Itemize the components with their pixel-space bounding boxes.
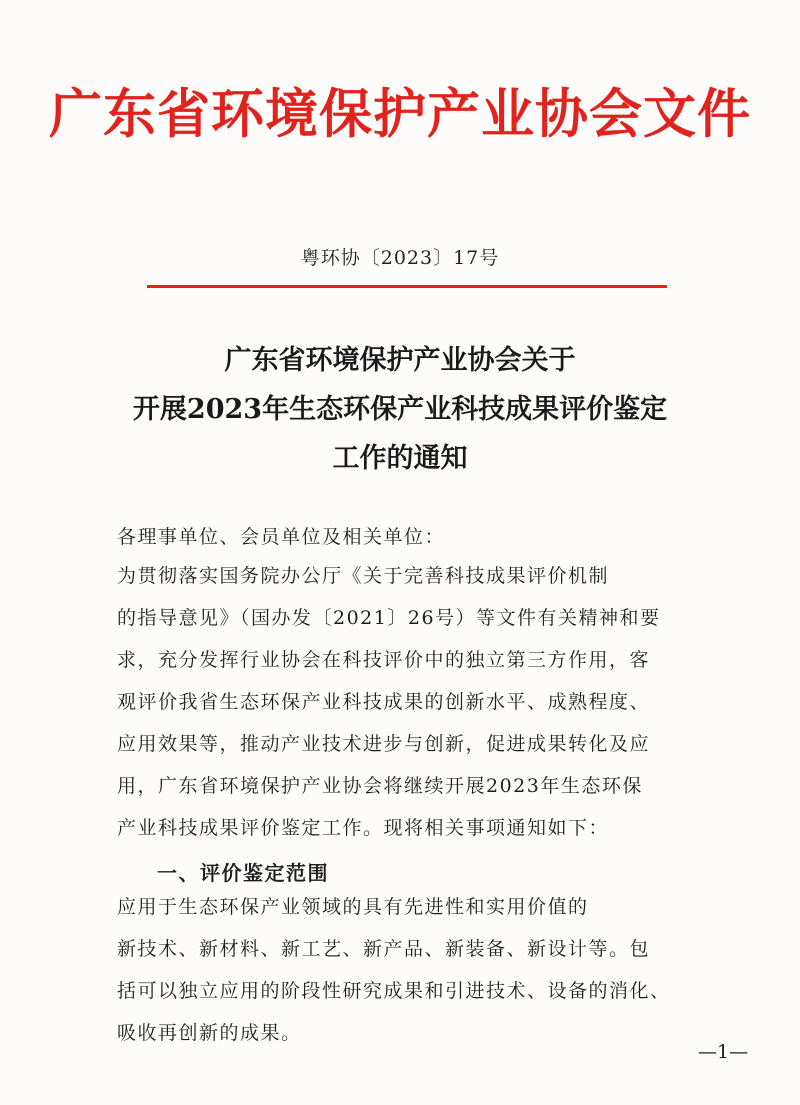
notice-title-line: 广东省环境保护产业协会关于 bbox=[224, 345, 576, 376]
paragraph-line: 应用效果等，推动产业技术进步与创新，促进成果转化及应 bbox=[117, 733, 651, 755]
page-number: —1— bbox=[698, 1041, 749, 1063]
paragraph-line: 应用于生态环保产业领域的具有先进性和实用价值的 bbox=[117, 896, 589, 918]
paragraph-line: 观评价我省生态环保产业科技成果的创新水平、成熟程度、 bbox=[117, 691, 651, 713]
notice-title bbox=[0, 336, 800, 483]
section-heading: 一、评价鉴定范围 bbox=[157, 861, 329, 885]
paragraph-line: 用，广东省环境保护产业协会将继续开展2023年生态环保 bbox=[117, 775, 643, 797]
header-red-rule bbox=[147, 285, 667, 288]
paragraph-line: 吸收再创新的成果。 bbox=[117, 1022, 302, 1044]
paragraph-line: 的指导意见》（国办发〔2021〕26号）等文件有关精神和要 bbox=[117, 607, 661, 629]
salutation: 各理事单位、会员单位及相关单位： bbox=[117, 526, 446, 548]
notice-title-line: 工作的通知 bbox=[332, 443, 468, 474]
paragraph-line: 求，充分发挥行业协会在科技评价中的独立第三方作用，客 bbox=[117, 649, 651, 671]
document-number: 粤环协〔2023〕17号 bbox=[300, 247, 500, 269]
notice-title-line: 开展2023年生态环保产业科技成果评价鉴定 bbox=[132, 394, 668, 425]
paragraph-line: 产业科技成果评价鉴定工作。现将相关事项通知如下： bbox=[117, 817, 610, 839]
paragraph-line: 括可以独立应用的阶段性研究成果和引进技术、设备的消化、 bbox=[117, 980, 671, 1002]
paragraph-line: 新技术、新材料、新工艺、新产品、新装备、新设计等。包 bbox=[117, 938, 651, 960]
document-header-title: 广东省环境保护产业协会文件 bbox=[49, 83, 751, 145]
paragraph-line: 为贯彻落实国务院办公厅《关于完善科技成果评价机制 bbox=[117, 565, 610, 587]
